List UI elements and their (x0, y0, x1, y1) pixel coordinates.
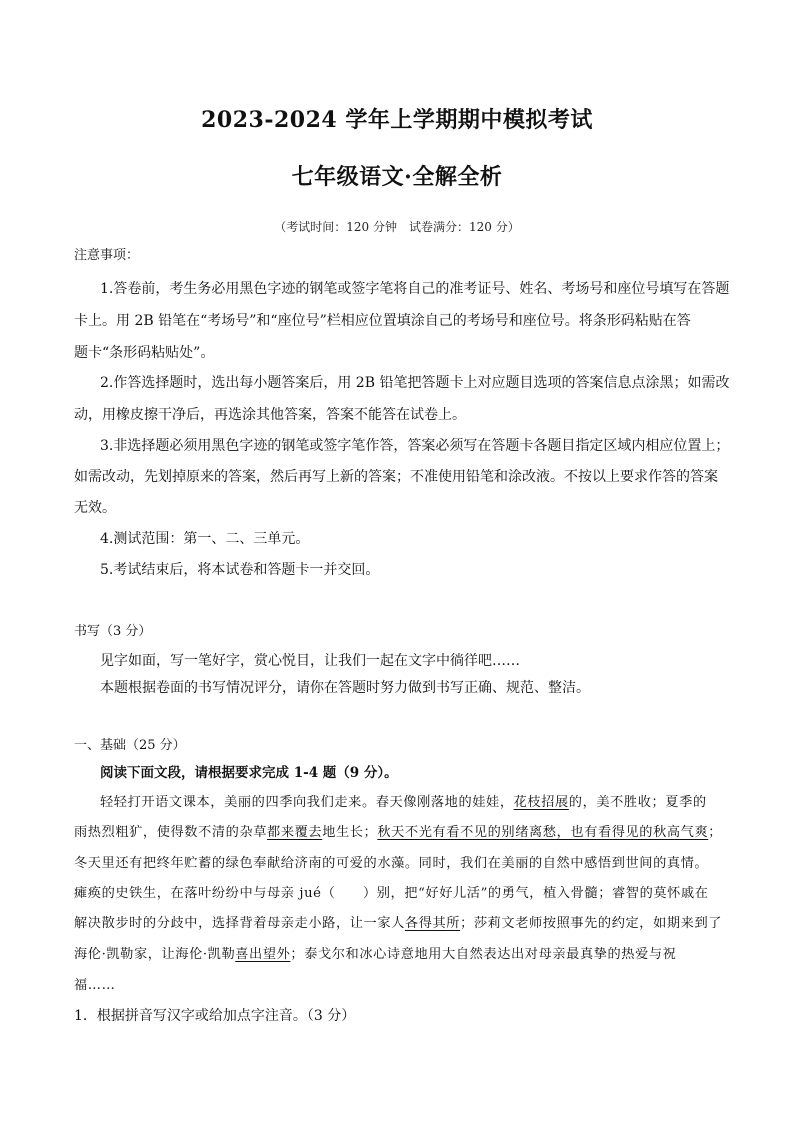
passage-line (74, 945, 676, 965)
notice-line: 如需改动，先划掉原来的答案，然后再写上新的答案；不准使用铅笔和涂改液。不按以上要求作答的答案 (74, 469, 718, 485)
notice-line: 3.非选择题必须用黑色字迹的钢笔或签字笔作答，答案必须写在答题卡各题目指定区域内相应位置上； (100, 438, 730, 454)
question-1: 1．根据拼音写汉字或给加点字注音。（3 分） (74, 1008, 356, 1024)
writing-line: 本题根据卷面的书写情况评分，请你在答题时努力做到书写正确、规范、整洁。 (100, 680, 590, 696)
notice-line: 卡上。用 2B 铅笔在“考场号”和“座位号”栏相应位置填涂自己的考场号和座位号。将条形码粘贴在答 (74, 313, 691, 329)
exam-title: 2023-2024 学年上学期期中模拟考试 (201, 107, 593, 133)
passage-text: 雨热烈粗犷，使得数不清的杂草 (74, 825, 268, 840)
section-heading: 一、基础（25 分） (74, 738, 186, 753)
underlined-phrase: 都来覆去 (267, 825, 323, 840)
notice-heading: 注意事项： (74, 248, 140, 263)
underlined-phrase: 花枝招展 (513, 795, 569, 810)
passage-line (74, 914, 722, 934)
passage-text: 海伦·凯勒家，让海伦·凯勒 (74, 947, 236, 962)
writing-line: 见字如面，写一笔好字，赏心悦目，让我们一起在文字中徜徉吧…… (100, 653, 520, 669)
exam-meta: （考试时间：120 分钟 试卷满分：120 分） (274, 220, 520, 234)
passage-text: 解决散步时的分歧中，选择背着母亲走小路，让一家人 (74, 916, 405, 931)
section-instruction: 阅读下面文段，请根据要求完成 1-4 题（9 分）。 (100, 765, 398, 781)
writing-heading: 书写（3 分） (74, 624, 152, 639)
notice-line: 2.作答选择题时，选出每小题答案后，用 2B 铅笔把答题卡上对应题目选项的答案信息点涂黑；如需改 (100, 375, 730, 391)
passage-text: 的，美不胜收；夏季的 (568, 795, 707, 810)
notice-line: 1.答卷前，考生务必用黑色字迹的钢笔或签字笔将自己的准考证号、姓名、考场号和座位号填写在答题 (100, 281, 730, 297)
notice-line: 5.考试结束后，将本试卷和答题卡一并交回。 (100, 562, 380, 578)
passage-line (74, 823, 722, 843)
passage-text: ；莎莉文老师按照事先的约定，如期来到了 (460, 916, 723, 931)
passage-line: 福…… (74, 978, 116, 993)
notice-line: 动，用橡皮擦干净后，再选涂其他答案，答案不能答在试卷上。 (74, 407, 466, 423)
underlined-phrase: 喜出望外 (235, 947, 291, 962)
notice-line: 4.测试范围：第一、二、三单元。 (100, 531, 310, 547)
notice-line: 题卡“条形码粘贴处”。 (74, 345, 215, 361)
exam-subtitle: 七年级语文·全解全析 (291, 164, 503, 190)
passage-line (100, 793, 707, 813)
notice-line: 无效。 (74, 500, 116, 516)
passage-text: 轻轻打开语文课本，美丽的四季向我们走来。春天像刚落地的娃娃， (100, 795, 514, 810)
passage-text: 地生长； (322, 825, 378, 840)
passage-text: ；泰戈尔和冰心诗意地用大自然表达出对母亲最真挚的热爱与祝 (290, 947, 677, 962)
underlined-sentence: 秋天不光有看不见的别绪离愁，也有看得见的秋高气爽 (377, 825, 709, 840)
passage-line: 冬天里还有把终年贮蓄的绿色奉献给济南的可爱的水藻。同时，我们在美丽的自然中感悟到世间的真情。 (74, 856, 709, 871)
passage-text: ； (708, 825, 723, 840)
underlined-phrase: 各得其所 (404, 916, 461, 931)
passage-line: 瘫痪的史铁生，在落叶纷纷中与母亲 jué（ ）别，把“好好儿活”的勇气，植入骨髓；睿智的莫怀戚在 (74, 886, 709, 901)
